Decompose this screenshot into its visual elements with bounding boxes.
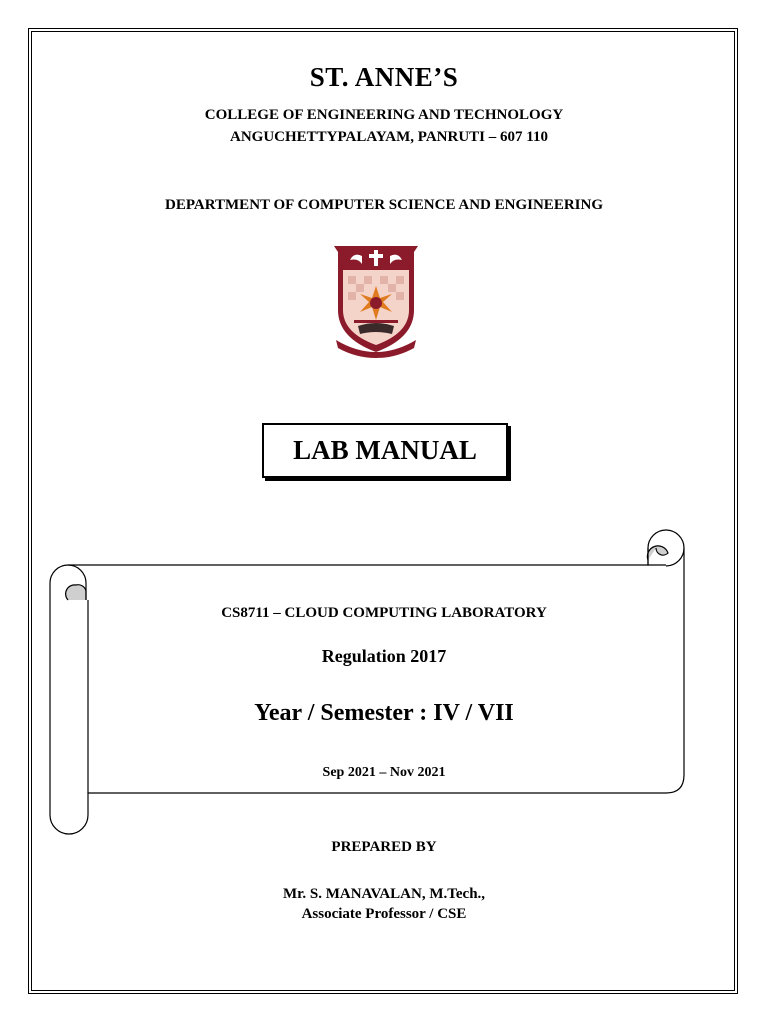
college-name: ST. ANNE’S [309, 62, 459, 92]
staff-name: Mr. S. MANAVALAN, M.Tech., [282, 886, 486, 902]
course-code-title: CS8711 – CLOUD COMPUTING LABORATORY [221, 605, 547, 621]
year-semester: Year / Semester : IV / VII [254, 700, 514, 726]
academic-session: Sep 2021 – Nov 2021 [322, 765, 446, 780]
college-subtitle: COLLEGE OF ENGINEERING AND TECHNOLOGY [204, 107, 564, 123]
department-name: DEPARTMENT OF COMPUTER SCIENCE AND ENGINEERING [165, 197, 603, 213]
staff-designation: Associate Professor / CSE [301, 906, 467, 922]
lab-manual-title: LAB MANUAL [293, 435, 477, 465]
prepared-by-heading: PREPARED BY [331, 839, 437, 855]
regulation: Regulation 2017 [321, 646, 447, 666]
college-address: ANGUCHETTYPALAYAM, PANRUTI – 607 110 [230, 129, 548, 145]
